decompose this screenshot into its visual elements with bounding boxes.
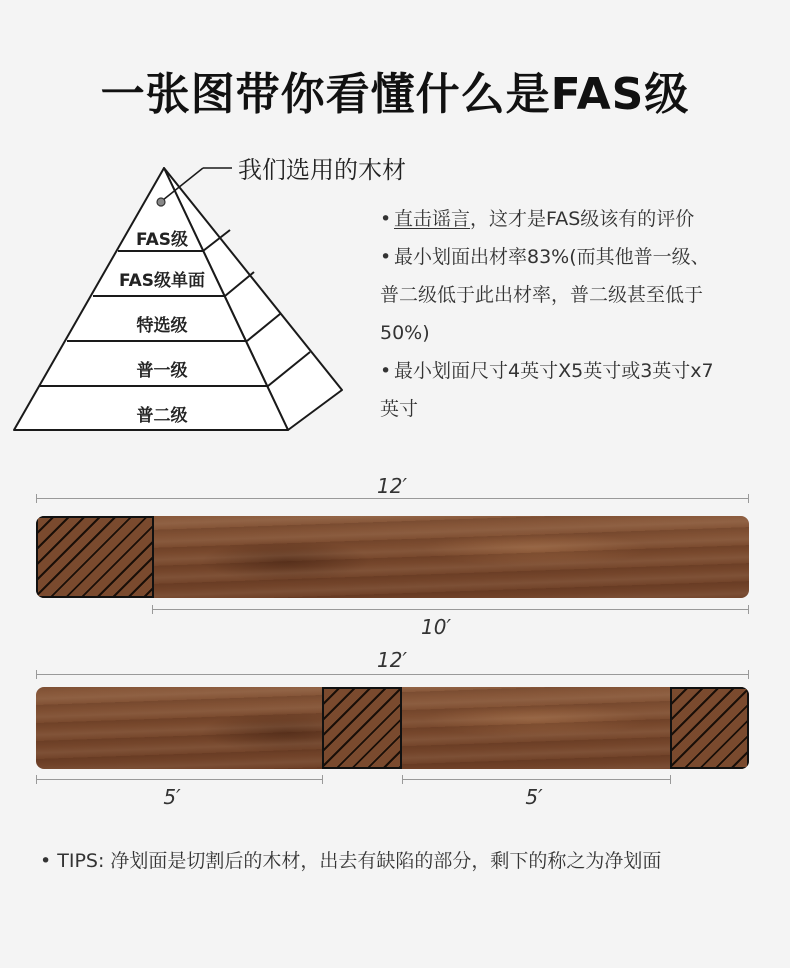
dimension-tick (748, 605, 749, 614)
dimension-tick (748, 494, 749, 503)
board1-total-dimension-line (36, 498, 749, 499)
fas-facts-list (380, 200, 780, 428)
pyramid-level-common1: 普一级 (136, 361, 188, 381)
tips-note: • TIPS: 净划面是切割后的木材，出去有缺陷的部分，剩下的称之为净划面 (40, 850, 662, 872)
fact-item-continued: 英寸 (380, 398, 419, 420)
board2-seg1-length-label: 5′ (163, 785, 181, 809)
board2-seg1-dimension-line (36, 779, 322, 780)
dimension-tick (670, 775, 671, 784)
board2-seg2-dimension-line (402, 779, 670, 780)
board1-clear-length-label: 10′ (421, 615, 451, 639)
fact-item-continued: 50%) (380, 322, 430, 344)
board2-defect-section-middle (322, 687, 402, 769)
dimension-tick (36, 494, 37, 503)
fact-item: • 最小划面出材率83%(而其他普一级、 (380, 246, 710, 268)
page-title: 一张图带你看懂什么是FAS级 (100, 69, 690, 120)
dimension-tick (402, 775, 403, 784)
board2-defect-section-end (670, 687, 749, 769)
fact-item-continued: 普二级低于此出材率，普二级甚至低于 (380, 284, 704, 306)
pyramid-level-fas-single-face: FAS级单面 (118, 271, 206, 291)
board2-total-dimension-line (36, 674, 749, 675)
board1-defect-section (36, 516, 154, 598)
fact-item: • 最小划面尺寸4英寸X5英寸或3英寸x7 (380, 360, 714, 382)
dimension-tick (152, 605, 153, 614)
board2-wood-plank (36, 687, 749, 769)
dimension-tick (36, 670, 37, 679)
pyramid-callout: 我们选用的木材 (238, 156, 406, 184)
pyramid-level-common2: 普二级 (136, 406, 188, 426)
board2-seg2-length-label: 5′ (525, 785, 543, 809)
board1-clear-dimension-line (152, 609, 749, 610)
pyramid-level-select: 特选级 (136, 316, 188, 336)
dimension-tick (748, 670, 749, 679)
pyramid-level-fas: FAS级 (135, 230, 189, 250)
selected-grade-marker (157, 198, 165, 206)
rumor-busting-label: 直击谣言 (394, 208, 471, 230)
board2-total-length-label: 12′ (377, 648, 407, 672)
dimension-tick (36, 775, 37, 784)
dimension-tick (322, 775, 323, 784)
board1-total-length-label: 12′ (377, 474, 407, 498)
board1-wood-plank (36, 516, 749, 598)
fact-item: • 直击谣言，这才是FAS级该有的评价 (380, 208, 695, 230)
